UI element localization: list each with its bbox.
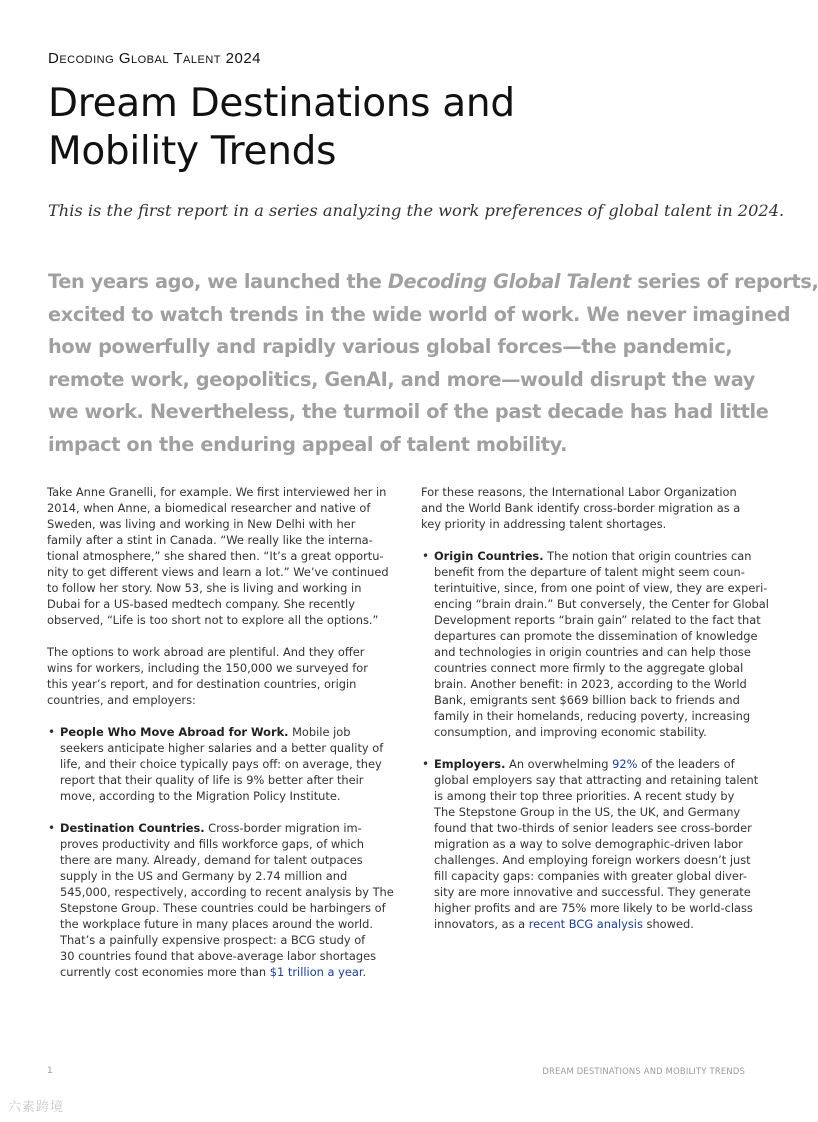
body-line: migration as a way to solve demographic-driven labor <box>434 837 743 851</box>
ninety-two-percent-link[interactable]: 92% <box>612 757 638 771</box>
body-line: benefit from the departure of talent might seem coun- <box>434 565 745 579</box>
body-text: showed. <box>642 917 694 931</box>
reasons-paragraph <box>421 484 751 532</box>
body-line: family in their homelands, reducing poverty, increasing <box>434 709 751 723</box>
trillion-a-year-link[interactable]: $1 trillion a year <box>269 965 363 979</box>
body-line: The Stepstone Group in the US, the UK, and Germany <box>434 805 741 819</box>
body-text: currently cost economies more than <box>60 965 270 979</box>
page-title-line-1: Dream Destinations and <box>48 81 515 126</box>
body-text: The notion that origin countries can <box>543 549 752 563</box>
page-number: 1 <box>47 1066 53 1076</box>
body-line: seekers anticipate higher salaries and a better quality of <box>60 741 384 755</box>
watermark: 六素跨境 <box>8 1100 65 1115</box>
body-line: departures can promote the dissemination of knowledge <box>434 629 758 643</box>
body-line: 30 countries found that above-average labor shortages <box>60 949 377 963</box>
lead-line-2: excited to watch trends in the wide world of work. We never imagined <box>48 302 791 326</box>
body-line: observed, “Life is too short not to explore all the options.” <box>47 613 379 627</box>
bullet-origin-countries <box>421 548 769 740</box>
body-line: found that two-thirds of senior leaders see cross-border <box>434 821 752 835</box>
body-line <box>434 756 751 772</box>
body-line: brain. Another benefit: in 2023, according to the World <box>434 677 747 691</box>
body-line: family after a stint in Canada. “We really like the interna- <box>47 533 373 547</box>
body-line: Bank, emigrants sent $669 billion back to friends and <box>434 693 740 707</box>
body-text: Cross-border migration im- <box>204 821 362 835</box>
body-text: Mobile job <box>288 725 351 739</box>
body-line: key priority in addressing talent shortages. <box>421 517 667 531</box>
body-line: For these reasons, the International Labor Organization <box>421 485 737 499</box>
body-line: encing “brain drain.” But conversely, the Center for Global <box>434 597 769 611</box>
body-line: 545,000, respectively, according to recent analysis by The <box>60 885 394 899</box>
body-line: tional atmosphere,” she shared then. “It’s a great opportu- <box>47 549 384 563</box>
body-line: to follow her story. Now 53, she is living and working in <box>47 581 362 595</box>
body-line: fill capacity gaps: companies with greater global diver- <box>434 869 747 883</box>
lead-line-6: impact on the enduring appeal of talent mobility. <box>48 432 568 456</box>
bullet-destination-countries <box>47 820 392 980</box>
bullet-heading: People Who Move Abroad for Work. <box>60 725 289 739</box>
lead-line-1 <box>48 266 818 299</box>
running-footer-title: DREAM DESTINATIONS AND MOBILITY TRENDS <box>542 1066 745 1076</box>
body-line: That’s a painfully expensive prospect: a BCG study of <box>60 933 366 947</box>
body-text: of the leaders of <box>637 757 735 771</box>
body-line: and the World Bank identify cross-border migration as a <box>421 501 741 515</box>
body-line: Development reports “brain gain” related to the fact that <box>434 613 761 627</box>
body-line: higher profits and are 75% more likely to be world-class <box>434 901 753 915</box>
body-line: 2014, when Anne, a biomedical researcher and native of <box>47 501 371 515</box>
body-line: is among their top three priorities. A recent study by <box>434 789 735 803</box>
body-line: life, and their choice typically pays off: on average, they <box>60 757 382 771</box>
body-line: global employers say that attracting and retaining talent <box>434 773 759 787</box>
options-paragraph <box>47 644 392 708</box>
bullet-heading: Employers. <box>434 757 506 771</box>
body-line: consumption, and improving economic stability. <box>434 725 707 739</box>
body-line: the workplace future in many places around the world. <box>60 917 373 931</box>
body-line: this year’s report, and for destination countries, origin <box>47 677 357 691</box>
page-title-line-2: Mobility Trends <box>48 129 337 174</box>
body-line: terintuitive, since, from one point of view, they are experi- <box>434 581 768 595</box>
lead-text: series of reports, <box>630 270 818 293</box>
bullet-people-who-move-abroad <box>47 724 392 804</box>
recent-bcg-analysis-link[interactable]: recent BCG analysis <box>528 917 643 931</box>
left-column <box>47 484 392 996</box>
body-line: nity to get different views and learn a lot.” We’ve continued <box>47 565 389 579</box>
lead-line-3: how powerfully and rapidly various global forces—the pandemic, <box>48 335 733 358</box>
body-line <box>60 724 392 740</box>
bullet-heading: Destination Countries. <box>60 821 205 835</box>
body-text: innovators, as a <box>434 917 529 931</box>
body-line: The options to work abroad are plentiful. And they offer <box>47 645 365 659</box>
body-line <box>434 548 751 564</box>
body-line: wins for workers, including the 150,000 we surveyed for <box>47 661 368 675</box>
body-line: challenges. And employing foreign workers doesn’t just <box>434 853 751 867</box>
body-line: supply in the US and Germany by 2.74 million and <box>60 869 348 883</box>
body-line: countries connect more firmly to the aggregate global <box>434 661 744 675</box>
body-line <box>434 916 751 932</box>
body-line <box>60 820 392 836</box>
bullet-employers <box>421 756 759 932</box>
anne-granelli-paragraph <box>47 484 392 628</box>
body-line: there are many. Already, demand for talent outpaces <box>60 853 363 867</box>
right-column <box>421 484 769 948</box>
lead-paragraph <box>48 266 818 461</box>
body-line: report that their quality of life is 9% better after their <box>60 773 364 787</box>
body-line: Take Anne Granelli, for example. We first interviewed her in <box>47 485 387 499</box>
body-line: Dubai for a US-based medtech company. She recently <box>47 597 355 611</box>
body-line: countries, and employers: <box>47 693 196 707</box>
body-line: move, according to the Migration Policy Institute. <box>60 789 341 803</box>
series-name-italic: Decoding Global Talent <box>387 270 631 293</box>
lead-line-4: remote work, geopolitics, GenAI, and more—would disrupt the way <box>48 367 755 391</box>
body-line: and technologies in origin countries and can help those <box>434 645 751 659</box>
body-line: Sweden, was living and working in New Delhi with her <box>47 517 356 531</box>
body-line: sity are more innovative and successful. They generate <box>434 885 751 899</box>
body-text: . <box>362 965 367 979</box>
page-title <box>48 80 688 176</box>
body-line: Stepstone Group. These countries could be harbingers of <box>60 901 386 915</box>
bullet-heading: Origin Countries. <box>434 549 544 563</box>
lead-line-5: we work. Nevertheless, the turmoil of the past decade has had little <box>48 400 769 423</box>
body-line <box>60 964 392 980</box>
lead-text: Ten years ago, we launched the <box>48 270 388 293</box>
page-subtitle: This is the first report in a series analyzing the work preferences of global talent in 2024. <box>48 201 785 220</box>
report-series-eyebrow: Decoding Global Talent 2024 <box>48 50 262 67</box>
body-text: An overwhelming <box>505 757 613 771</box>
body-line: proves productivity and fills workforce gaps, of which <box>60 837 365 851</box>
